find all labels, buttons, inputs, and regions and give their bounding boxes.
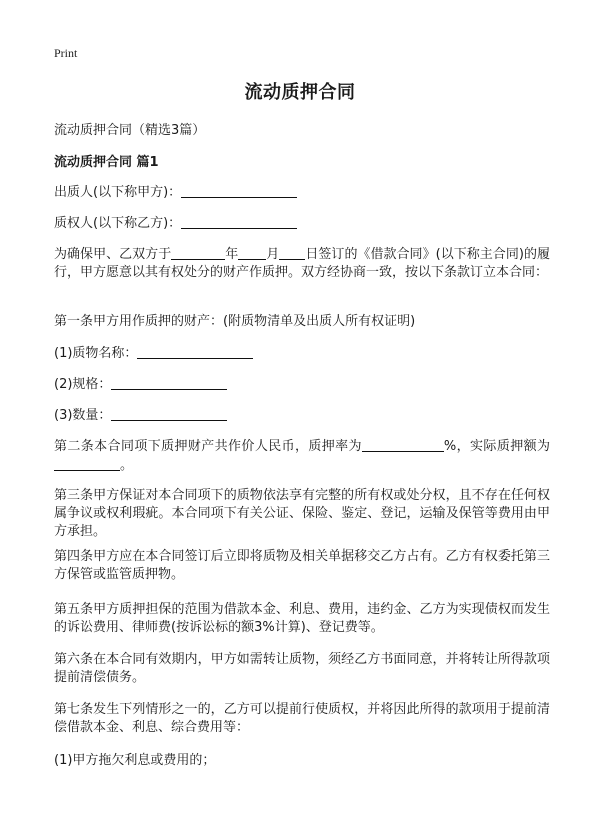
month-blank — [238, 245, 266, 260]
pledgee-line — [54, 214, 550, 233]
preamble-paragraph — [54, 245, 550, 282]
article-7: 第七条发生下列情形之一的，乙方可以提前行使质权，并将因此所得的款项用于提前清偿借款本金、利息、综合费用等： — [54, 702, 550, 735]
document-title: 流动质押合同 — [244, 82, 356, 103]
article-2 — [54, 437, 550, 475]
pledgee-label: 质权人(以下称乙方)： — [54, 216, 182, 231]
pledgor-label: 出质人(以下称甲方)： — [54, 185, 182, 200]
pledgor-line — [54, 183, 550, 202]
item-name-blank — [137, 344, 253, 359]
section-heading: 流动质押合同 篇1 — [54, 155, 159, 170]
article-3: 第三条甲方保证对本合同项下的质物依法享有完整的所有权或处分权，且不存在任何权属争议或权利瑕疵。本合同项下有关公证、保险、鉴定、登记，运输及保管等费用由甲方承担。 — [54, 488, 550, 539]
preamble-text-2: 日签订的《借款合同》(以下称主合同)的履行，甲方愿意以其有权处分的财产作质押。双方经协商一致，按以下条款订立本合同： — [54, 247, 550, 280]
pledge-rate-blank — [362, 437, 444, 452]
article-5: 第五条甲方质押担保的范围为借款本金、利息、费用，违约金、乙方为实现债权而发生的诉讼费用、律师费(按诉讼标的额3%计算)、登记费等。 — [54, 602, 550, 635]
print-link[interactable]: Print — [54, 46, 78, 60]
year-blank — [171, 245, 225, 260]
day-blank — [279, 245, 305, 260]
document-subtitle: 流动质押合同（精选3篇） — [54, 123, 206, 138]
article-2-text-3: 。 — [120, 458, 134, 473]
item-spec-line — [54, 375, 550, 394]
actual-amount-blank — [54, 456, 120, 471]
item-name-line — [54, 344, 550, 363]
pledgee-blank — [181, 214, 297, 229]
article-4: 第四条甲方应在本合同签订后立即将质物及相关单据移交乙方占有。乙方有权委托第三方保管或监管质押物。 — [54, 549, 550, 582]
article-2-text-1: 第二条本合同项下质押财产共作价人民币，质押率为 — [54, 439, 362, 454]
article-6: 第六条在本合同有效期内，甲方如需转让质物，须经乙方书面同意，并将转让所得款项提前清偿债务。 — [54, 652, 550, 685]
item-name-label: (1)质物名称： — [54, 346, 138, 361]
article-1: 第一条甲方用作质押的财产：(附质物清单及出质人所有权证明) — [54, 314, 416, 329]
preamble-text-1: 为确保甲、乙双方于 — [54, 247, 172, 262]
pledgor-blank — [181, 183, 297, 198]
item-qty-blank — [111, 406, 227, 421]
item-qty-line — [54, 406, 550, 425]
article-2-text-2: %，实际质押额为 — [443, 439, 550, 454]
item-qty-label: (3)数量： — [54, 408, 112, 423]
month-label: 月 — [266, 247, 280, 262]
item-spec-blank — [111, 375, 227, 390]
item-spec-label: (2)规格： — [54, 377, 112, 392]
year-label: 年 — [225, 247, 239, 262]
article-7-item-1: (1)甲方拖欠利息或费用的； — [54, 753, 216, 768]
